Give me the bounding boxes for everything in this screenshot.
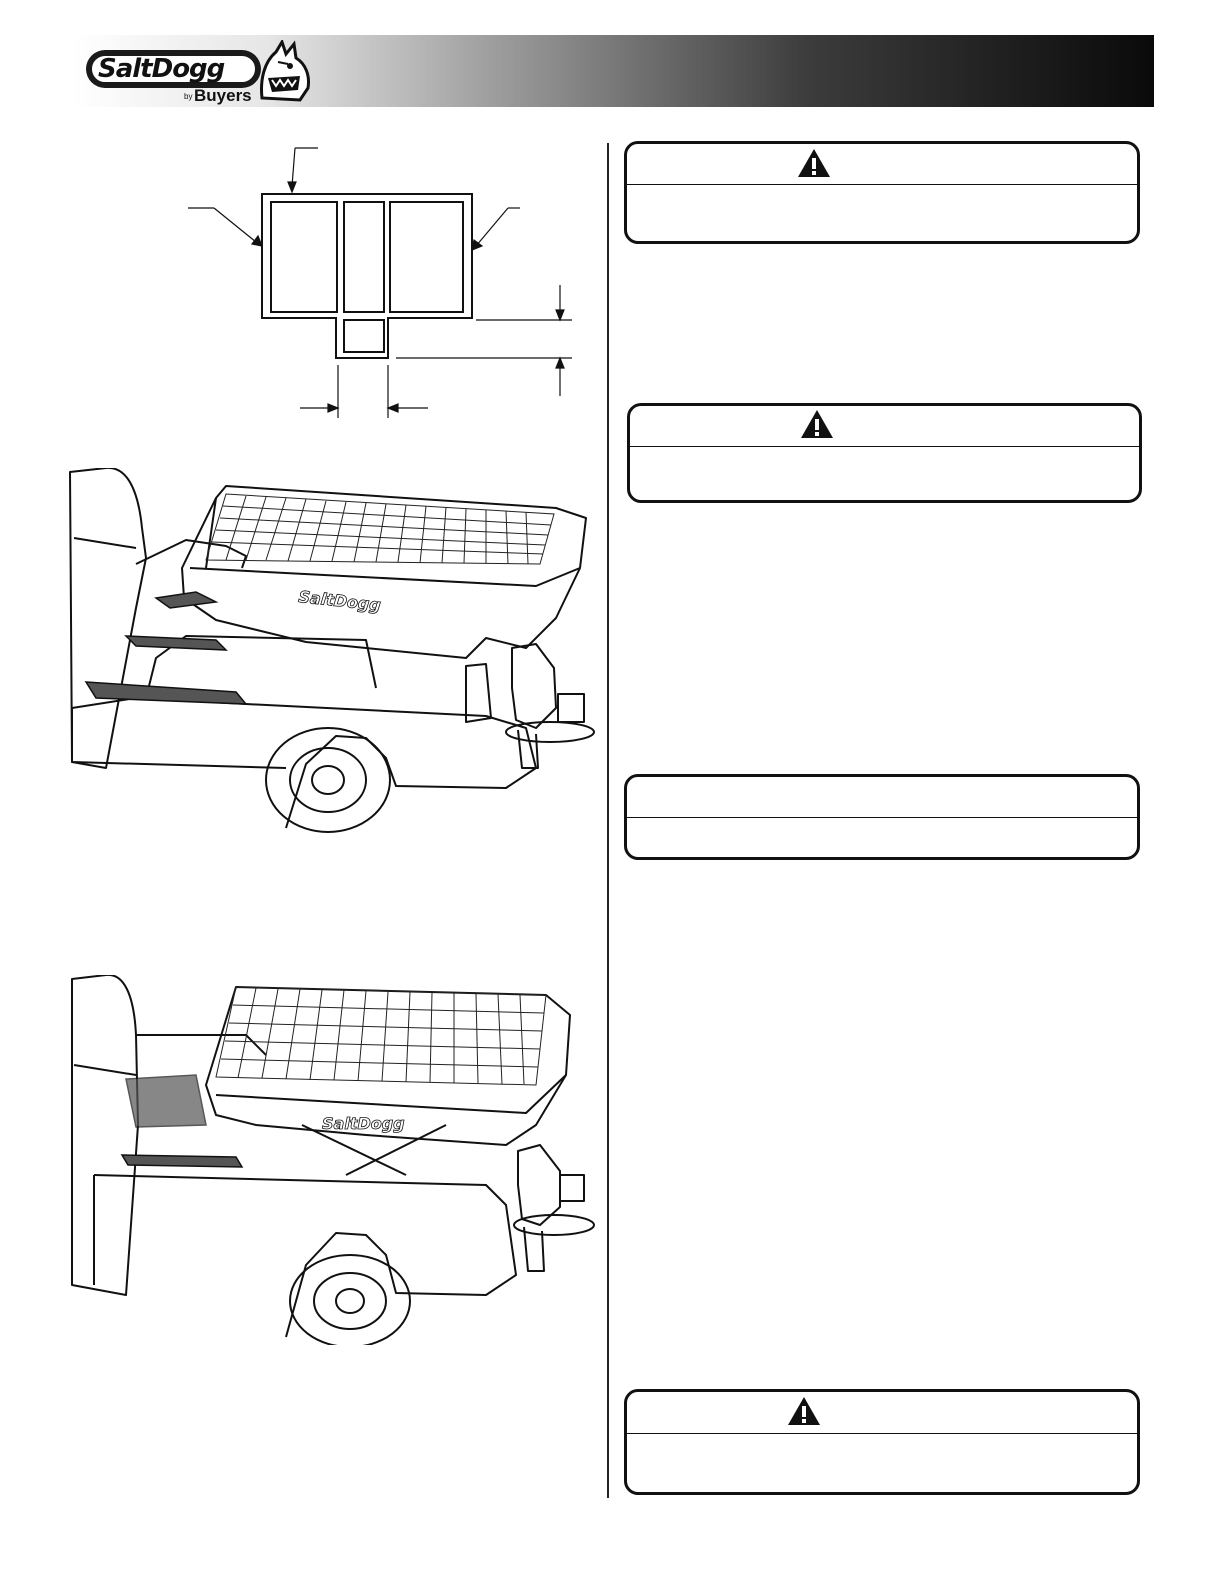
mesh-screen xyxy=(216,987,546,1085)
bed-layout-diagram xyxy=(180,140,590,430)
spreader-decal: SaltDogg xyxy=(322,1114,405,1133)
truck-cab xyxy=(72,975,138,1295)
truck-cab xyxy=(70,468,146,768)
spreader-decal: SaltDogg xyxy=(297,587,382,615)
warning-triangle-icon xyxy=(800,409,834,439)
warning-box-2 xyxy=(627,403,1142,503)
rear-wheel xyxy=(290,1255,410,1345)
warning-box-1 xyxy=(624,141,1140,244)
notice-box xyxy=(624,774,1140,860)
saltdogg-logo xyxy=(86,40,316,106)
warning-triangle-icon xyxy=(797,148,831,178)
logo-brand-main: SaltDogg xyxy=(98,54,225,84)
spinner-assembly xyxy=(518,1145,560,1225)
warning-triangle-icon xyxy=(787,1396,821,1426)
spreader-strapped-figure-2 xyxy=(66,975,596,1345)
dog-mascot-icon xyxy=(254,40,314,104)
warning-box-3 xyxy=(624,1389,1140,1495)
warning-box-header xyxy=(627,144,1137,185)
notice-box-header xyxy=(627,777,1137,818)
spreader-installed-figure-1 xyxy=(66,468,596,833)
logo-brand-by: by xyxy=(184,92,193,101)
bed-tray xyxy=(86,592,246,704)
bed-tray xyxy=(122,1075,242,1167)
warning-box-header xyxy=(630,406,1139,447)
truck-bed xyxy=(94,1175,516,1337)
column-divider xyxy=(607,143,609,1498)
logo-brand-sub: Buyers xyxy=(194,86,252,105)
spinner-assembly xyxy=(512,644,556,728)
warning-box-header xyxy=(627,1392,1137,1434)
